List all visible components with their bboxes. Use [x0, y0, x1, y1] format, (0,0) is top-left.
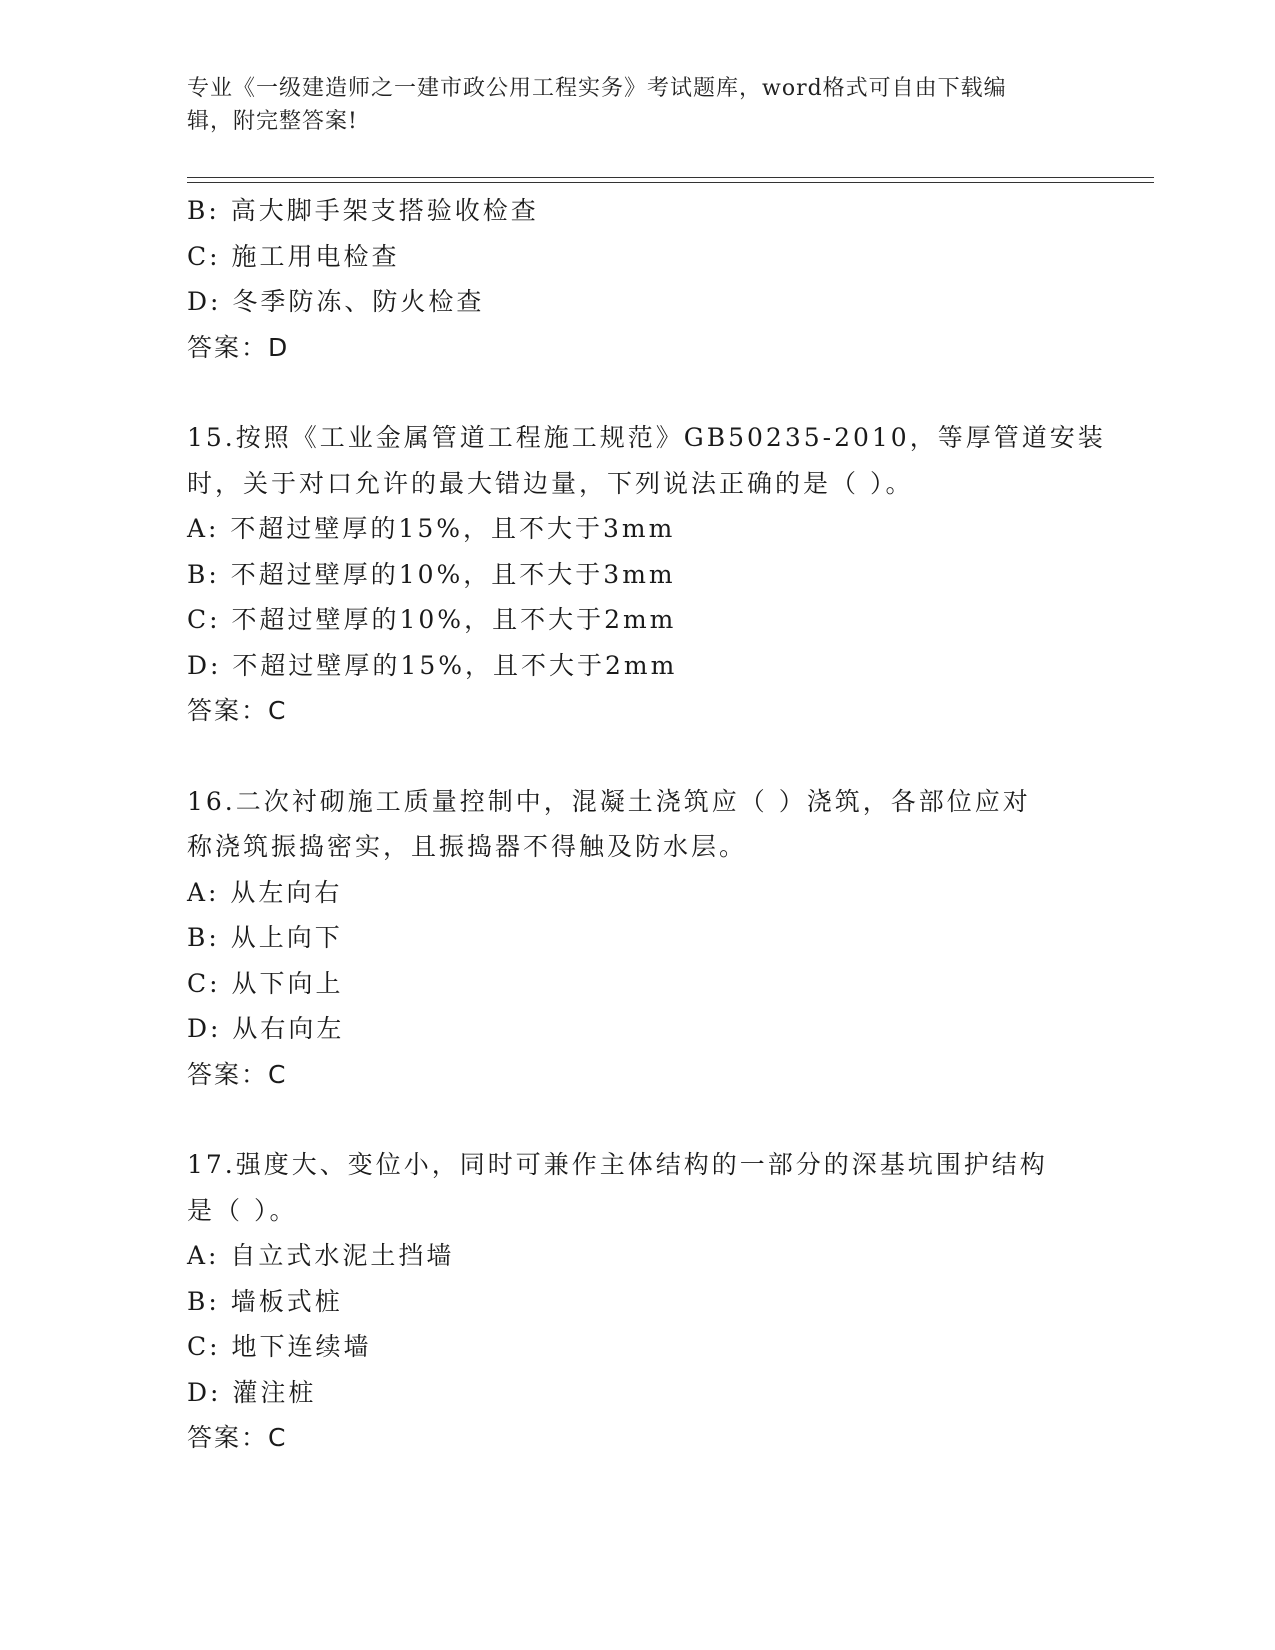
option-a: A: 不超过壁厚的15%，且不大于3mm — [187, 514, 676, 543]
option-b: B: 墙板式桩 — [187, 1286, 343, 1316]
question-gap — [187, 370, 1167, 415]
question-gap — [187, 734, 1167, 779]
option-b: B: 高大脚手架支搭验收检查 — [187, 196, 539, 225]
option-c: C: 地下连续墙 — [187, 1332, 372, 1361]
option-c: C: 不超过壁厚的10%，且不大于2mm — [187, 605, 677, 634]
question-text-line-2: 时，关于对口允许的最大错边量，下列说法正确的是（ ）。 — [187, 468, 914, 498]
option-d: D: 灌注桩 — [187, 1377, 317, 1407]
option-b: B: 从上向下 — [187, 923, 343, 952]
answer-line: 答案：C — [187, 1423, 288, 1452]
answer-line: 答案：C — [187, 696, 288, 725]
option-d: D: 冬季防冻、防火检查 — [187, 287, 485, 316]
question-block-15 — [187, 415, 1167, 734]
option-c: C: 施工用电检查 — [187, 241, 400, 271]
header-rule-thin — [187, 182, 1154, 183]
question-text-line-1: 16.二次衬砌施工质量控制中，混凝土浇筑应（ ）浇筑，各部位应对 — [187, 786, 1031, 816]
option-d: D: 从右向左 — [187, 1014, 345, 1043]
answer-line: 答案：C — [187, 1059, 288, 1089]
option-d: D: 不超过壁厚的15%，且不大于2mm — [187, 650, 678, 680]
option-a: A: 自立式水泥土挡墙 — [187, 1241, 455, 1270]
option-a: A: 从左向右 — [187, 877, 343, 907]
header-line-1: 专业《一级建造师之一建市政公用工程实务》考试题库，word格式可自由下载编 — [187, 76, 1007, 101]
question-block-16 — [187, 779, 1167, 1098]
question-text-line-2: 称浇筑振捣密实，且振捣器不得触及防水层。 — [187, 832, 748, 861]
page-header — [187, 72, 1067, 138]
question-content — [187, 188, 1167, 1461]
question-block-17 — [187, 1142, 1167, 1461]
answer-line: 答案：D — [187, 332, 290, 362]
question-block-14 — [187, 188, 1167, 370]
question-text-line-1: 17.强度大、变位小，同时可兼作主体结构的一部分的深基坑围护结构 — [187, 1150, 1048, 1179]
option-c: C: 从下向上 — [187, 968, 344, 998]
question-text-line-2: 是（ ）。 — [187, 1195, 298, 1225]
header-rule-thick — [187, 177, 1154, 178]
option-b: B: 不超过壁厚的10%，且不大于3mm — [187, 559, 676, 589]
question-gap — [187, 1097, 1167, 1142]
question-text-line-1: 15.按照《工业金属管道工程施工规范》GB50235-2010，等厚管道安装 — [187, 423, 1106, 452]
header-line-2: 辑，附完整答案! — [187, 109, 358, 134]
